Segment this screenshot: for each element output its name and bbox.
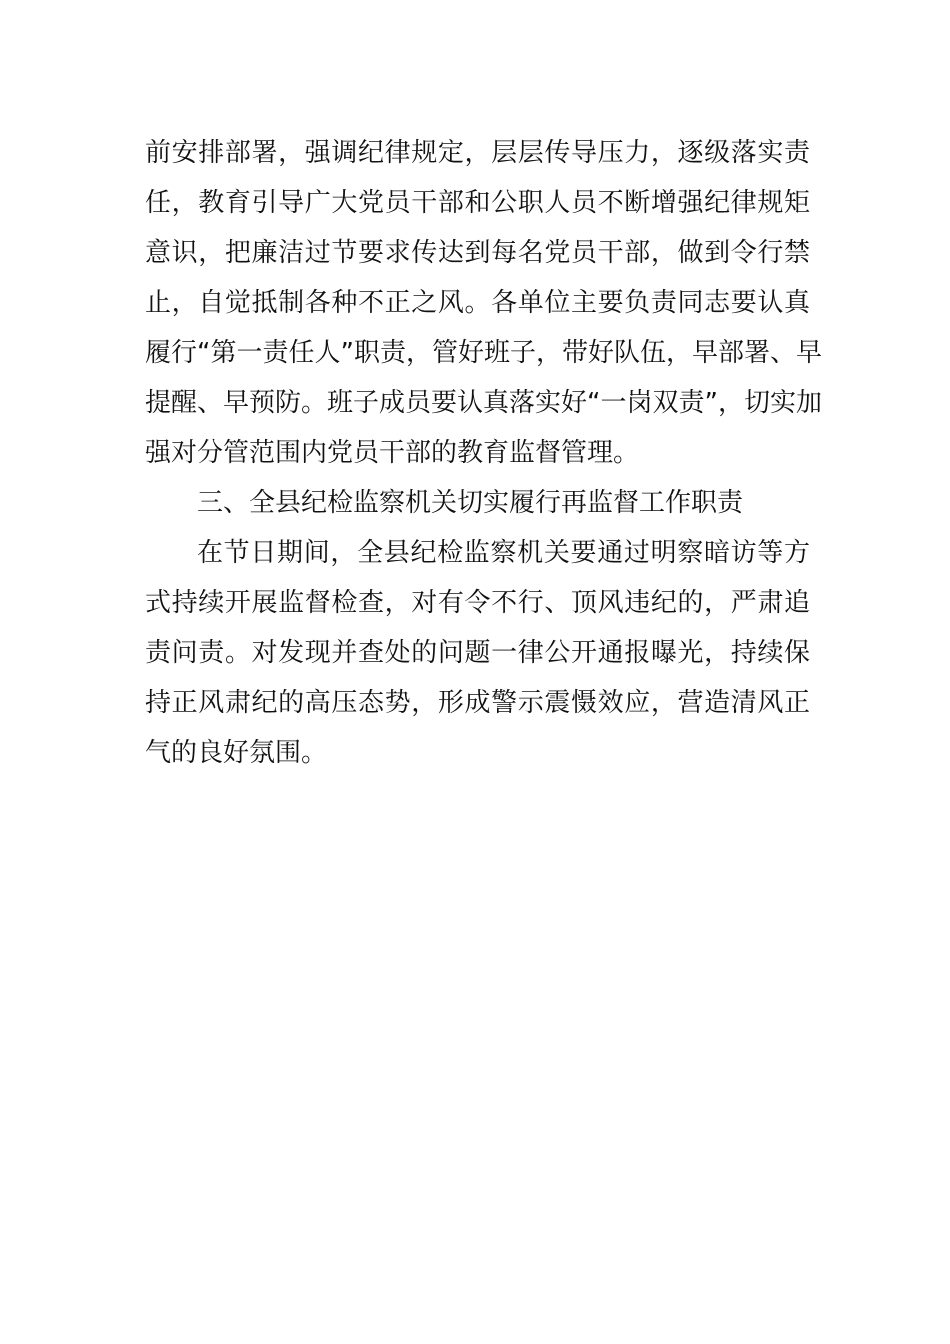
text-line: 止，自觉抵制各种不正之风。各单位主要负责同志要认真: [145, 288, 810, 318]
paragraph-three: [145, 528, 810, 778]
text-line: 强对分管范围内党员干部的教育监督管理。: [145, 438, 640, 468]
text-line: 前安排部署，强调纪律规定，层层传导压力，逐级落实责: [145, 138, 810, 168]
text-line: 任，教育引导广大党员干部和公职人员不断增强纪律规矩: [145, 188, 810, 218]
text-line: 式持续开展监督检查，对有令不行、顶风违纪的，严肃追: [145, 588, 810, 618]
text-line: 持正风肃纪的高压态势，形成警示震慑效应，营造清风正: [145, 688, 810, 718]
text-line: 责问责。对发现并查处的问题一律公开通报曝光，持续保: [145, 638, 810, 668]
paragraph-continued: [145, 128, 822, 478]
text-line: 在节日期间，全县纪检监察机关要通过明察暗访等方: [197, 538, 810, 568]
text-line: 气的良好氛围。: [145, 738, 328, 768]
text-line: 履行“第一责任人”职责，管好班子，带好队伍，早部署、早: [145, 338, 822, 368]
document-body: [145, 128, 822, 778]
text-line: 意识，把廉洁过节要求传达到每名党员干部，做到令行禁: [145, 238, 810, 268]
section-heading: 三、全县纪检监察机关切实履行再监督工作职责: [197, 488, 744, 518]
text-line: 提醒、早预防。班子成员要认真落实好“一岗双责”，切实加: [145, 388, 822, 418]
